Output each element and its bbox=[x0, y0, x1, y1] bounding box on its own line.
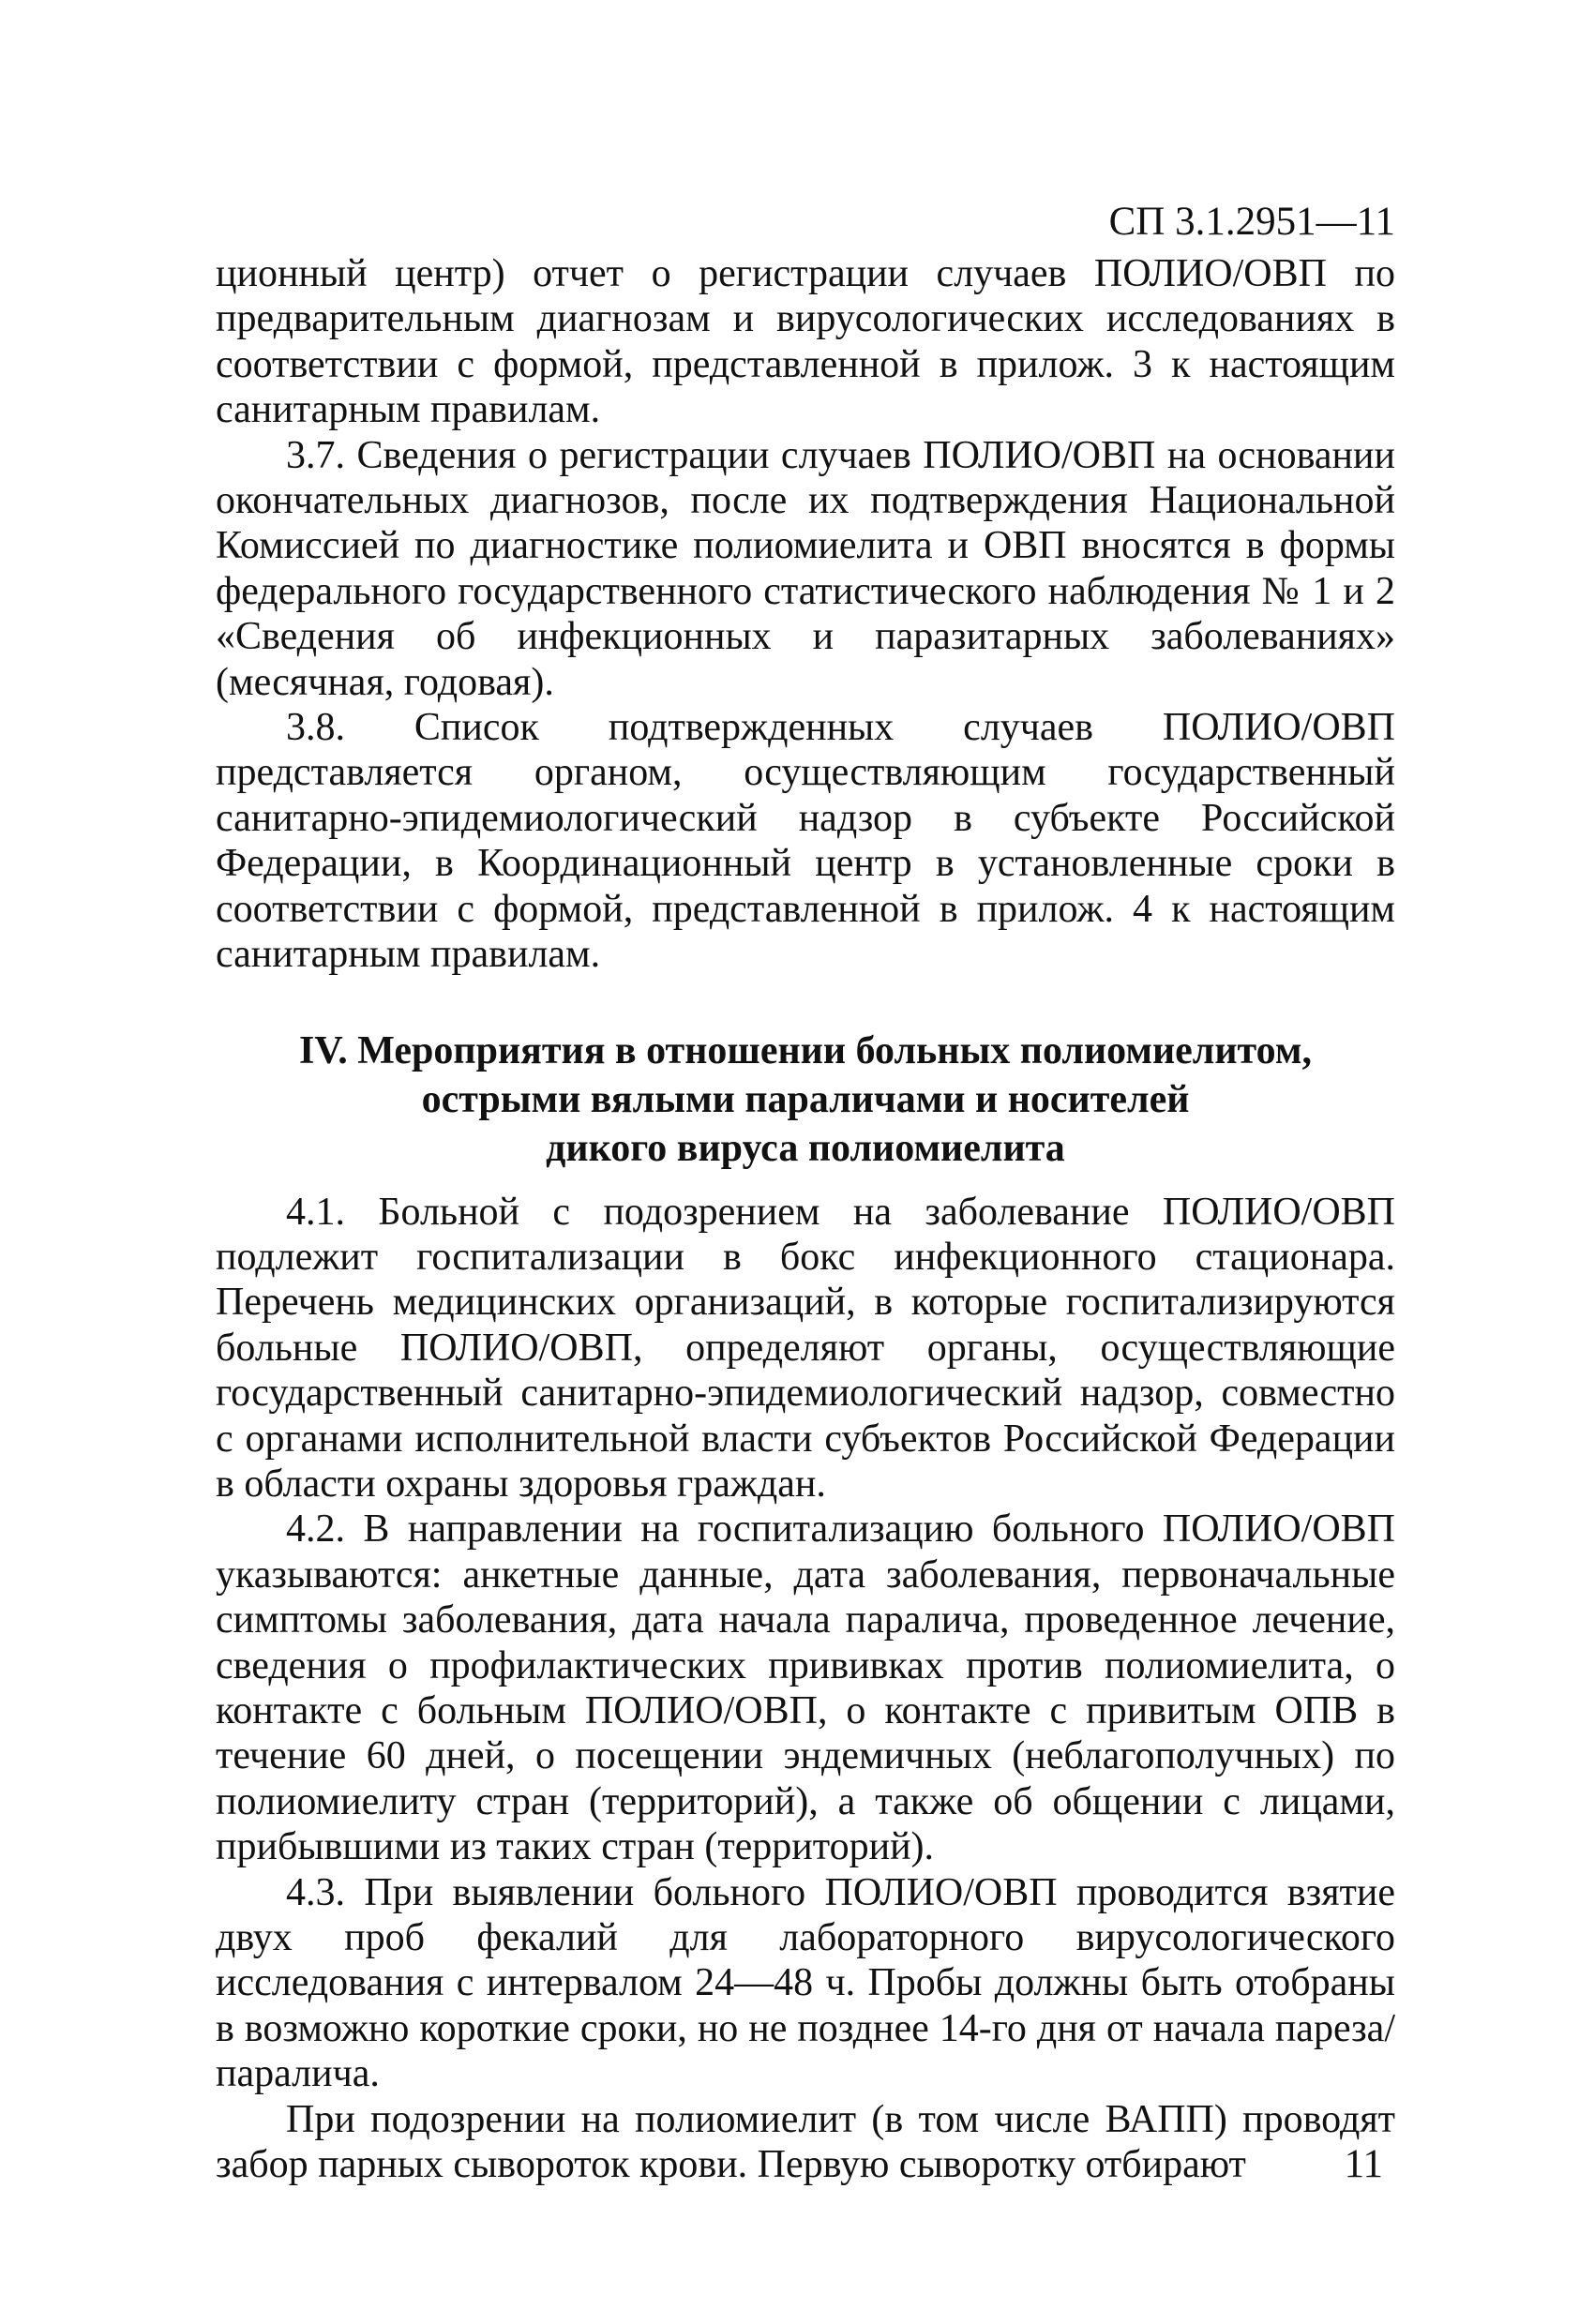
paragraph-continuation: ционный центр) отчет о регистрации случаев ПОЛИО/ОВП по предварительным диагнозам и вирусологических исследованиях в соответствии с формой, представленной в прилож. 3 к настоящим санитарным правилам. bbox=[216, 252, 1395, 432]
paragraph-4-3: 4.3. При выявлении больного ПОЛИО/ОВП проводится взятие двух проб фекалий для лабораторного вирусологического исследования с интервалом 24—48 ч. Пробы должны быть отобраны в возможно короткие сроки, но не позднее 14-го дня от начала пареза/паралича. bbox=[216, 1870, 1395, 2096]
paragraph-4-2: 4.2. В направлении на госпитализацию больного ПОЛИО/ОВП указываются: анкетные данные, дата заболевания, первоначальные симптомы заболевания, дата начала паралича, проведенное лечение, сведения о профилактических прививках против полиомиелита, о контакте с больным ПОЛИО/ОВП, о контакте с привитым ОПВ в течение 60 дней, о посещении эндемичных (неблагополучных) по полиомиелиту стран (территорий), а также об общении с лицами, прибывшими из таких стран (территорий). bbox=[216, 1507, 1395, 1869]
section-heading-line: IV. Мероприятия в отношении больных полиомиелитом, bbox=[299, 1028, 1312, 1072]
paragraph-serum-sampling: При подозрении на полиомиелит (в том числе ВАПП) проводят забор парных сывороток крови. Первую сыворотку отбирают bbox=[216, 2097, 1395, 2187]
page-number: 11 bbox=[1344, 2142, 1383, 2186]
document-code: СП 3.1.2951—11 bbox=[1108, 200, 1395, 244]
section-heading bbox=[216, 1027, 1395, 1173]
section-heading-line: дикого вируса полиомиелита bbox=[546, 1126, 1065, 1170]
document-body bbox=[216, 251, 1395, 2187]
paragraph-4-1: 4.1. Больной с подозрением на заболевание ПОЛИО/ОВП подлежит госпитализации в бокс инфекционного стационара. Перечень медицинских организаций, в которые госпитализируются больные ПОЛИО/ОВП, определяют органы, осуществляющие государственный санитарно-эпидемиологический надзор, совместно с органами исполнительной власти субъектов Российской Федерации в области охраны здоровья граждан. bbox=[216, 1190, 1395, 1506]
paragraph-3-7: 3.7. Сведения о регистрации случаев ПОЛИО/ОВП на основании окончательных диагнозов, после их подтверждения Национальной Комиссией по диагностике полиомиелита и ОВП вносятся в формы федерального государственного статистического наблюдения № 1 и 2 «Сведения об инфекционных и паразитарных заболеваниях» (месячная, годовая). bbox=[216, 433, 1395, 704]
section-heading-line: острыми вялыми параличами и носителей bbox=[421, 1077, 1190, 1121]
paragraph-3-8: 3.8. Список подтвержденных случаев ПОЛИО/ОВП представляется органом, осуществляющим государственный санитарно-эпидемиологический надзор в субъекте Российской Федерации, в Координационный центр в установленные сроки в соответствии с формой, представленной в прилож. 4 к настоящим санитарным правилам. bbox=[216, 706, 1395, 977]
